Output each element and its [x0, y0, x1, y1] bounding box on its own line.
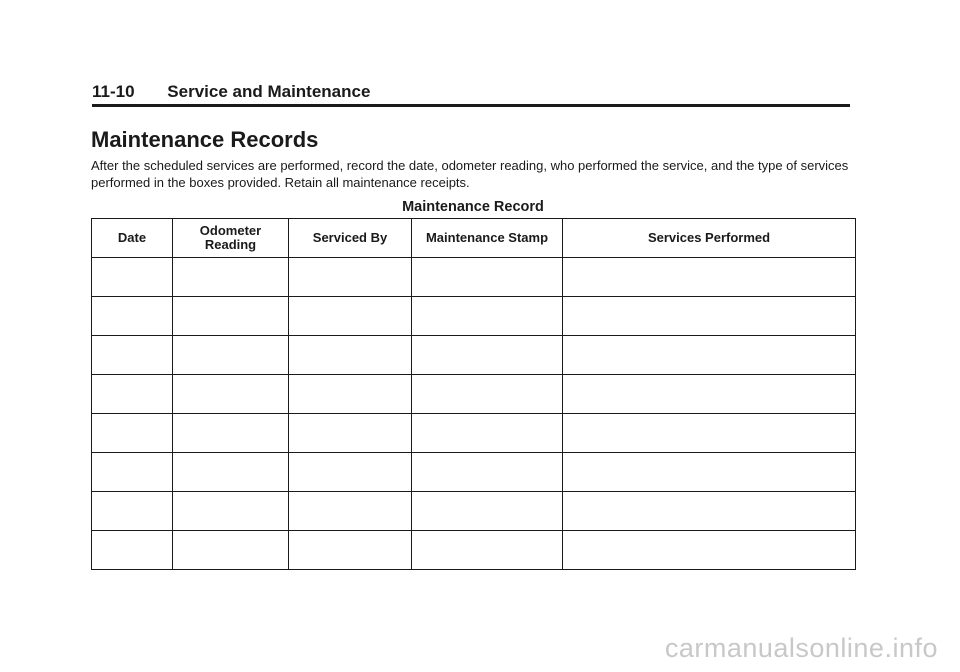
table-cell	[563, 453, 856, 492]
column-header-maintenance-stamp: Maintenance Stamp	[412, 219, 563, 258]
table-cell	[92, 258, 173, 297]
table-cell	[173, 375, 289, 414]
table-cell	[412, 531, 563, 570]
table-cell	[173, 297, 289, 336]
table-cell	[289, 258, 412, 297]
table-row	[92, 492, 856, 531]
watermark: carmanualsonline.info	[664, 633, 938, 663]
table-row	[92, 258, 856, 297]
table-cell	[92, 531, 173, 570]
table-cell	[289, 414, 412, 453]
table-cell	[563, 375, 856, 414]
table-cell	[412, 414, 563, 453]
table-row	[92, 297, 856, 336]
table-cell	[92, 453, 173, 492]
table-cell	[289, 453, 412, 492]
table-cell	[92, 375, 173, 414]
maintenance-record-table	[91, 218, 856, 570]
table-cell	[173, 414, 289, 453]
table-cell	[412, 375, 563, 414]
table-cell	[92, 414, 173, 453]
table-cell	[289, 531, 412, 570]
table-header-row	[92, 219, 856, 258]
table-cell	[289, 336, 412, 375]
table-cell	[289, 375, 412, 414]
table-cell	[173, 453, 289, 492]
table-cell	[173, 336, 289, 375]
table-cell	[412, 492, 563, 531]
column-header-odometer-reading: Odometer Reading	[173, 219, 289, 258]
table-row	[92, 336, 856, 375]
table-body	[92, 258, 856, 570]
column-header-serviced-by: Serviced By	[289, 219, 412, 258]
intro-paragraph: After the scheduled services are performed, record the date, odometer reading, who performed the service, and the type of services performed in the boxes provided. Retain all maintenance receipts.	[91, 158, 849, 190]
column-header-services-performed: Services Performed	[563, 219, 856, 258]
table-cell	[563, 258, 856, 297]
table-cell	[289, 297, 412, 336]
table-cell	[412, 297, 563, 336]
page-header	[92, 82, 850, 107]
table-cell	[92, 297, 173, 336]
table-cell	[92, 336, 173, 375]
table-cell	[412, 258, 563, 297]
table-cell	[563, 297, 856, 336]
table-cell	[289, 492, 412, 531]
column-header-date: Date	[92, 219, 173, 258]
page-title: Maintenance Records	[91, 127, 319, 152]
page-number: 11-10	[92, 82, 135, 101]
table-cell	[173, 531, 289, 570]
table-cell	[173, 258, 289, 297]
table-row	[92, 375, 856, 414]
table-row	[92, 414, 856, 453]
section-title: Service and Maintenance	[167, 82, 371, 101]
table-cell	[412, 453, 563, 492]
table-cell	[173, 492, 289, 531]
table-row	[92, 453, 856, 492]
table-caption: Maintenance Record	[402, 199, 544, 215]
table-cell	[563, 492, 856, 531]
table-cell	[563, 336, 856, 375]
table-cell	[563, 531, 856, 570]
table-cell	[92, 492, 173, 531]
table-row	[92, 531, 856, 570]
table-cell	[563, 414, 856, 453]
table-cell	[412, 336, 563, 375]
